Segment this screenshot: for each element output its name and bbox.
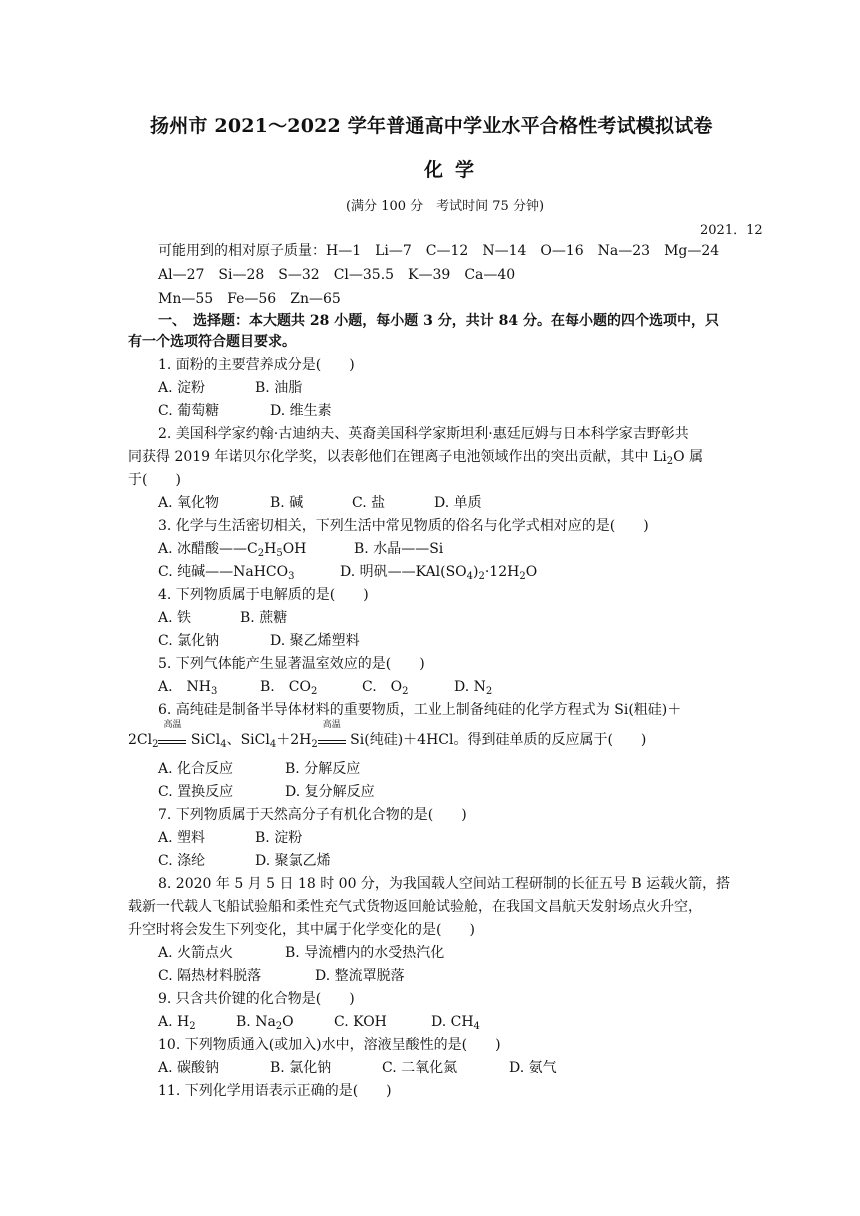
exam-date: 2021．12 <box>700 223 763 238</box>
option-4a: A. 铁 <box>158 610 192 626</box>
question-8-line3: 升空时将会发生下列变化，其中属于化学变化的是( ) <box>128 922 475 938</box>
option-8c: C. 隔热材料脱落 <box>158 968 262 984</box>
option-6b: B. 分解反应 <box>285 761 361 777</box>
q3c-part: C. 纯碱——NaHCO <box>158 564 289 580</box>
option-9d <box>431 1012 480 1037</box>
option-9c: C. KOH <box>334 1014 387 1030</box>
atomic-masses-line3: Mn—55 Fe—56 Zn—65 <box>158 291 341 307</box>
q5d-part: D. N <box>454 679 486 695</box>
section-heading-line2: 有一个选项符合题目要求。 <box>128 334 296 350</box>
option-1b: B. 油脂 <box>255 380 303 396</box>
question-7-stem: 7. 下列物质属于天然高分子有机化合物的是( ) <box>158 807 467 823</box>
option-5a <box>158 677 260 702</box>
question-10-stem: 10. 下列物质通入(或加入)水中，溶液呈酸性的是( ) <box>158 1037 501 1053</box>
q3a-sub: 5 <box>276 548 283 559</box>
question-6-options-row2 <box>158 782 375 802</box>
option-3b: B. 水晶——Si <box>354 541 444 557</box>
question-10-options <box>158 1058 557 1078</box>
option-3c <box>158 562 340 587</box>
q3a-part: H <box>264 541 277 557</box>
question-2-line2 <box>128 447 703 472</box>
q3a-part: A. 冰醋酸——C <box>158 541 258 557</box>
option-8a: A. 火箭点火 <box>158 945 234 961</box>
q5c-sub: 2 <box>402 686 409 697</box>
q3d-sub: 2 <box>519 571 526 582</box>
q3d-part: ·12H <box>484 564 520 580</box>
q9a-sub: 2 <box>189 1021 196 1032</box>
option-1d: D. 维生素 <box>270 403 332 419</box>
question-4-stem: 4. 下列物质属于电解质的是( ) <box>158 587 369 603</box>
option-10a: A. 碳酸钠 <box>158 1060 220 1076</box>
q6-sub: 4 <box>269 739 277 750</box>
exam-meta: (满分 100 分 考试时间 75 分钟) <box>345 199 545 214</box>
q3c-sub: 3 <box>288 571 295 582</box>
option-5c <box>362 677 454 702</box>
option-4c: C. 氯化钠 <box>158 633 220 649</box>
question-6-line2 <box>128 720 647 755</box>
atomic-masses-line2: Al—27 Si—28 S—32 Cl—35.5 K—39 Ca—40 <box>158 267 516 283</box>
q3d-sub: 2 <box>478 571 485 582</box>
question-3-options-row2 <box>158 562 537 587</box>
option-6c: C. 置换反应 <box>158 784 234 800</box>
option-4b: B. 蔗糖 <box>240 610 288 626</box>
q6-sub: 2 <box>152 739 159 750</box>
option-2a: A. 氧化物 <box>158 495 220 511</box>
question-8-options-row2 <box>158 966 405 986</box>
question-2-line1: 2. 美国科学家约翰·古迪纳夫、英裔美国科学家斯坦利·惠廷厄姆与日本科学家吉野彰共 <box>158 426 689 442</box>
q5b-part: B. CO <box>260 679 311 695</box>
question-9-options <box>158 1012 480 1037</box>
q9d-sub: 4 <box>473 1021 480 1032</box>
q9b-part: B. Na <box>236 1014 276 1030</box>
q6-part: Si(纯硅)＋4HCl。得到硅单质的反应属于( ) <box>345 732 647 748</box>
atomic-masses-line1: 可能用到的相对原子质量：H—1 Li—7 C—12 N—14 O—16 Na—23 Mg—24 <box>158 243 720 259</box>
question-4-options-row2 <box>158 631 360 651</box>
question-8-line2: 载新一代载人飞船试验船和柔性充气式货物返回舱试验舱，在我国文昌航天发射场点火升空， <box>128 899 702 915</box>
question-3-stem: 3. 化学与生活密切相关，下列生活中常见物质的俗名与化学式相对应的是( ) <box>158 518 649 534</box>
question-11-stem: 11. 下列化学用语表示正确的是( ) <box>158 1083 392 1099</box>
q9b-sub: 2 <box>275 1021 283 1032</box>
option-8d: D. 整流罩脱落 <box>315 968 405 984</box>
question-4-options-row1 <box>158 608 287 628</box>
q6-sub: 4 <box>220 739 227 750</box>
option-7b: B. 淀粉 <box>255 830 303 846</box>
option-2c: C. 盐 <box>352 495 386 511</box>
q6-part: ＋2H <box>276 732 312 748</box>
option-2d: D. 单质 <box>434 495 482 511</box>
reaction-arrow-high-temp-1 <box>158 720 186 744</box>
question-8-line1: 8. 2020 年 5 月 5 日 18 时 00 分，为我国载人空间站工程研制的长征五号 B 运载火箭，搭 <box>158 876 731 892</box>
q3d-part: O <box>525 564 538 580</box>
option-9b <box>236 1012 334 1037</box>
question-5-options <box>158 677 492 702</box>
q3a-sub: 2 <box>257 548 265 559</box>
option-4d: D. 聚乙烯塑料 <box>270 633 360 649</box>
q9d-part: D. CH <box>431 1014 474 1030</box>
q2-text-part: O 属 <box>673 449 704 465</box>
q2-text-part: 同获得 2019 年诺贝尔化学奖，以表彰他们在锂离子电池领域作出的突出贡献，其中 Li <box>128 449 667 465</box>
q3d-part: D. 明矾——KAl(SO <box>340 564 467 580</box>
q3a-part: OH <box>282 541 307 557</box>
option-6a: A. 化合反应 <box>158 761 234 777</box>
question-1-options-row1 <box>158 378 302 398</box>
option-3d <box>340 562 537 587</box>
subject-title: 化学 <box>423 159 486 181</box>
question-2-line3: 于( ) <box>128 472 181 488</box>
q3d-sub: 4 <box>466 571 474 582</box>
q5b-sub: 2 <box>310 686 318 697</box>
q6-part: SiCl <box>186 732 221 748</box>
question-6-line1: 6. 高纯硅是制备半导体材料的重要物质，工业上制备纯硅的化学方程式为 Si(粗硅)＋ <box>158 702 682 718</box>
option-7c: C. 涤纶 <box>158 853 206 869</box>
option-7d: D. 聚氯乙烯 <box>255 853 331 869</box>
option-10d: D. 氨气 <box>509 1060 557 1076</box>
question-2-options <box>158 493 482 513</box>
q3d-part: ) <box>473 564 479 580</box>
option-10b: B. 氯化钠 <box>270 1060 332 1076</box>
section-heading-line1: 一、 选择题：本大题共 28 小题，每小题 3 分，共计 84 分。在每小题的四个选项中，只 <box>158 313 719 329</box>
q6-sub: 2 <box>311 739 318 750</box>
option-9a <box>158 1012 236 1037</box>
question-9-stem: 9. 只含共价键的化合物是( ) <box>158 991 355 1007</box>
exam-title: 扬州市 2021～2022 学年普通高中学业水平合格性考试模拟试卷 <box>150 115 713 137</box>
q9a-part: A. H <box>158 1014 190 1030</box>
q5c-part: C. O <box>362 679 403 695</box>
question-8-options-row1 <box>158 943 444 963</box>
question-3-options-row1 <box>158 539 443 564</box>
question-7-options-row2 <box>158 851 331 871</box>
option-6d: D. 复分解反应 <box>285 784 375 800</box>
reaction-arrow-high-temp-2 <box>318 720 346 744</box>
option-5d <box>454 677 492 702</box>
option-7a: A. 塑料 <box>158 830 206 846</box>
q5a-part: A. NH <box>158 679 212 695</box>
reaction-condition-label: 高温 <box>163 720 182 730</box>
option-8b: B. 导流槽内的水受热汽化 <box>285 945 445 961</box>
question-5-stem: 5. 下列气体能产生显著温室效应的是( ) <box>158 656 425 672</box>
question-1-stem: 1. 面粉的主要营养成分是( ) <box>158 357 355 373</box>
option-2b: B. 碱 <box>270 495 304 511</box>
q2-subscript: 2 <box>666 456 674 467</box>
option-3a <box>158 539 354 564</box>
question-6-options-row1 <box>158 759 360 779</box>
option-1a: A. 淀粉 <box>158 380 206 396</box>
option-10c: C. 二氧化氮 <box>382 1060 458 1076</box>
q5a-sub: 3 <box>211 686 218 697</box>
reaction-condition-label: 高温 <box>322 720 341 730</box>
question-1-options-row2 <box>158 401 332 421</box>
q6-part: 2Cl <box>128 732 153 748</box>
option-1c: C. 葡萄糖 <box>158 403 220 419</box>
q5d-sub: 2 <box>485 686 493 697</box>
q9b-part: O <box>282 1014 294 1030</box>
option-5b <box>260 677 362 702</box>
q6-part: 、SiCl <box>226 732 270 748</box>
question-7-options-row1 <box>158 828 302 848</box>
